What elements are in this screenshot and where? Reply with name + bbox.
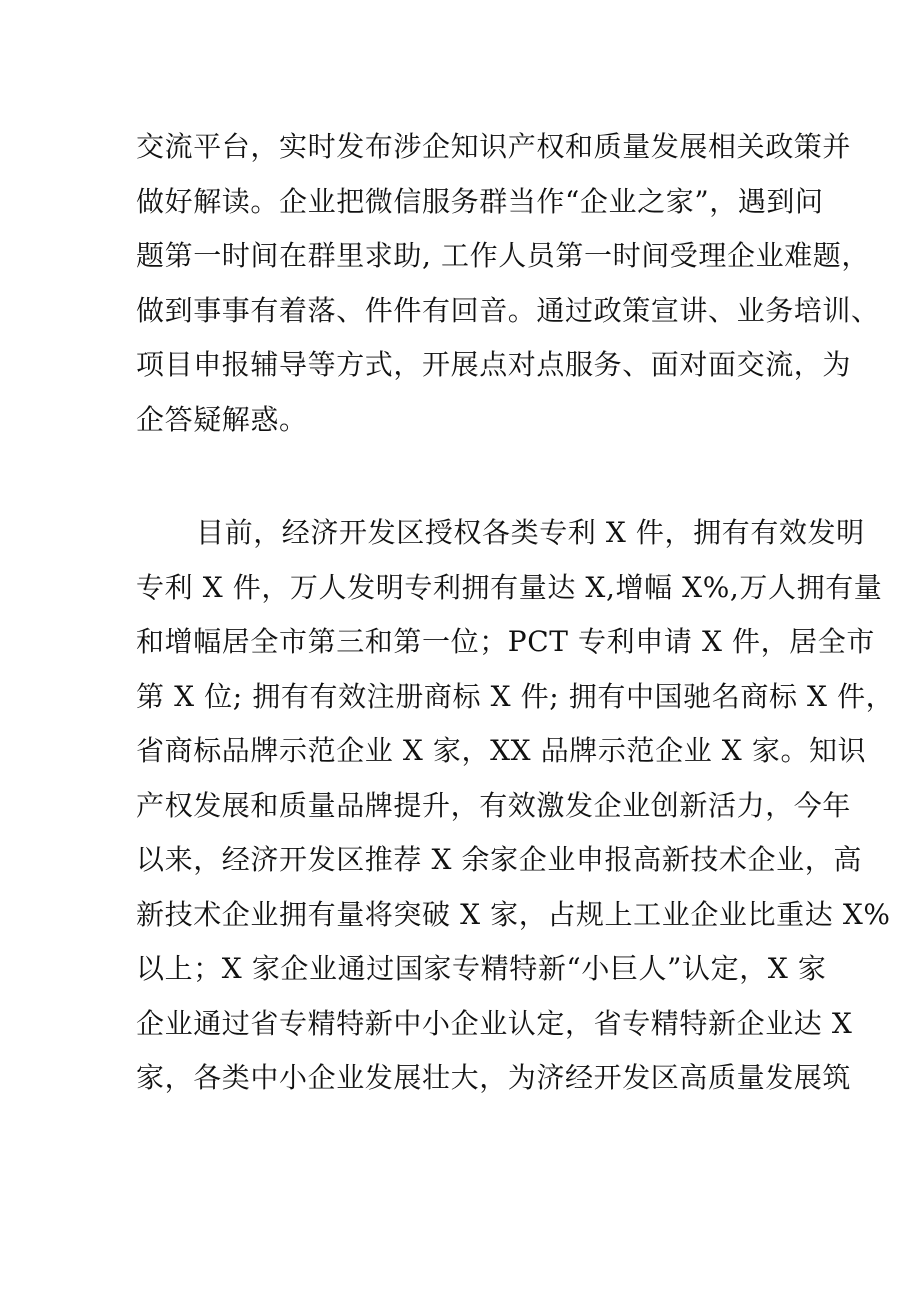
text-line: 专利 X 件，万人发明专利拥有量达 X,增幅 X%,万人拥有量 — [136, 570, 883, 604]
text-line: 目前，经济开发区授权各类专利 X 件，拥有有效发明 — [196, 516, 865, 549]
text-line: 第 X 位; 拥有有效注册商标 X 件; 拥有中国驰名商标 X 件， — [136, 679, 895, 713]
text-line: 企业通过省专精特新中小企业认定，省专精特新企业达 X — [136, 1006, 853, 1040]
text-line: 新技术企业拥有量将突破 X 家，占规上工业企业比重达 X% — [136, 897, 891, 931]
text-line: 和增幅居全市第三和第一位；PCT 专利申请 X 件，居全市 — [136, 625, 875, 658]
text-line: 企答疑解惑。 — [136, 402, 308, 436]
text-line: 项目申报辅导等方式，开展点对点服务、面对面交流，为 — [136, 348, 852, 381]
text-line: 产权发展和质量品牌提升，有效激发企业创新活力，今年 — [136, 788, 852, 822]
text-line: 交流平台，实时发布涉企知识产权和质量发展相关政策并 — [136, 130, 852, 163]
text-line: 家，各类中小企业发展壮大，为济经开发区高质量发展筑 — [136, 1061, 852, 1094]
text-line: 做好解读。企业把微信服务群当作“企业之家”，遇到问 — [136, 184, 824, 218]
text-line: 省商标品牌示范企业 X 家，XX 品牌示范企业 X 家。知识 — [136, 734, 867, 767]
text-line: 做到事事有着落、件件有回音。通过政策宣讲、业务培训、 — [136, 293, 880, 327]
paragraph-1 — [136, 120, 880, 447]
text-line: 题第一时间在群里求助, 工作人员第一时间受理企业难题， — [136, 239, 871, 272]
text-line: 以上；X 家企业通过国家专精特新“小巨人”认定，X 家 — [136, 952, 827, 985]
text-line: 以来，经济开发区推荐 X 余家企业申报高新技术企业，高 — [136, 843, 862, 876]
paragraph-2 — [136, 506, 895, 1106]
